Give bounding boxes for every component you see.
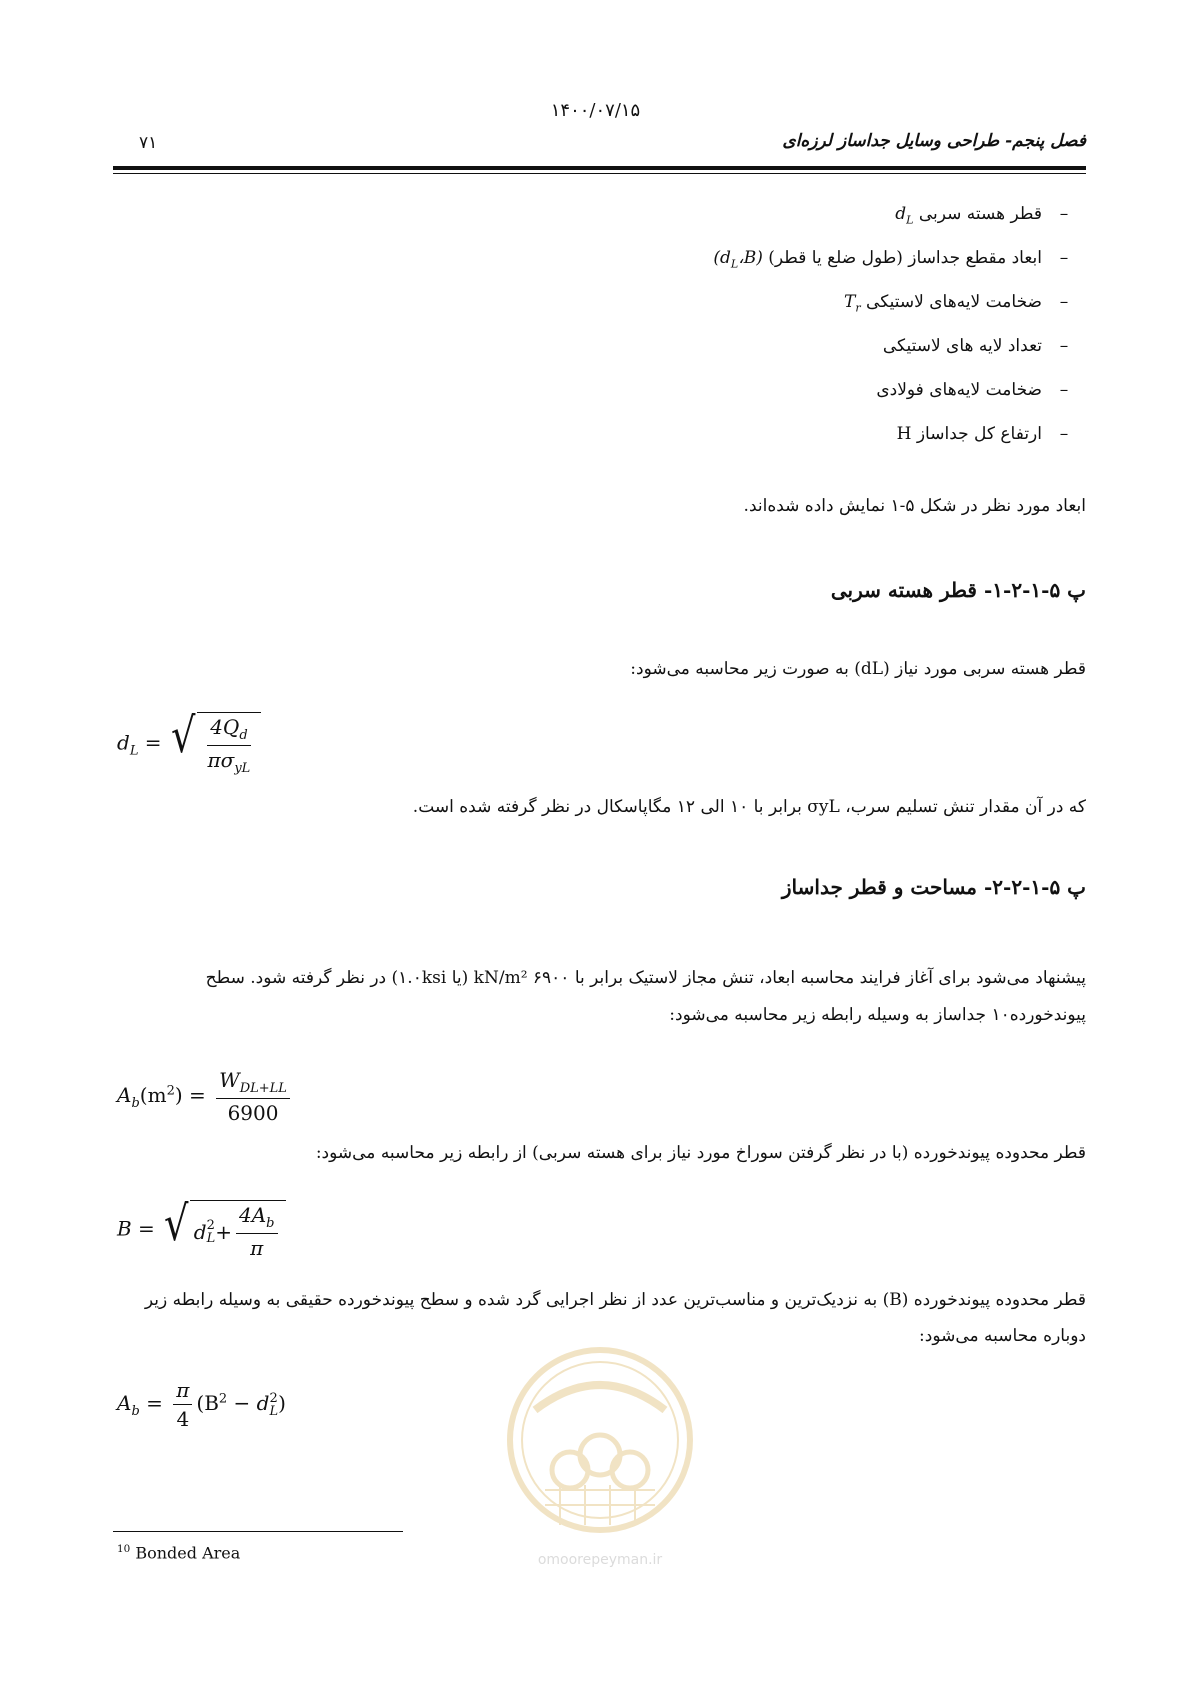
- fraction: [216, 1068, 290, 1125]
- eq-argument: (m: [139, 1083, 167, 1107]
- eq-symbol: d: [117, 730, 130, 755]
- eq-paren: ): [174, 1083, 183, 1107]
- bullet-text: ضخامت لایه‌های فولادی: [876, 380, 1042, 400]
- watermark-logo: [490, 1340, 710, 1580]
- section-heading: پ ۵-۱-۲-۲- مساحت و قطر جداساز: [781, 875, 1086, 899]
- equation-lead-core-diameter: [117, 708, 261, 776]
- bullet-text: ضخامت لایه‌های لاستیکی: [866, 292, 1042, 312]
- eq-numerator: π: [173, 1378, 192, 1405]
- footnote-number: 10: [117, 1543, 131, 1555]
- bullet-text: ابعاد مقطع جداساز (طول ضلع یا قطر): [768, 248, 1042, 268]
- radical-sign: √: [170, 708, 196, 764]
- eq-equals: =: [131, 1216, 162, 1241]
- chapter-title: فصل پنجم- طراحی وسایل جداساز لرزه‌ای: [782, 131, 1086, 151]
- eq-denominator: 4: [176, 1407, 190, 1431]
- equation-actual-bonded-area: [117, 1378, 286, 1431]
- eq-equals: =: [138, 730, 168, 755]
- header-rule-thick: [113, 166, 1086, 170]
- paragraph-lead-core-intro: قطر هسته سربی مورد نیاز (dL) به صورت زیر محاسبه می‌شود:: [630, 659, 1086, 679]
- bullet-dash: –: [1059, 336, 1069, 356]
- bullet-symbol: $T_r$: [844, 292, 861, 315]
- sqrt: [161, 1196, 285, 1260]
- fraction: [236, 1203, 278, 1260]
- bullet-dash: –: [1059, 292, 1069, 312]
- eq-subscript: b: [131, 1404, 140, 1419]
- eq-numerator: W: [219, 1068, 240, 1092]
- eq-subscript: L: [129, 743, 139, 759]
- fraction: [205, 715, 254, 776]
- eq-subscript: b: [266, 1216, 275, 1231]
- footnote-text: Bonded Area: [135, 1543, 241, 1563]
- bullet-item: [386, 204, 1086, 226]
- eq-superscript: 2: [206, 1217, 215, 1233]
- eq-minus-term: − d: [227, 1391, 270, 1415]
- eq-subscript: DL+LL: [239, 1081, 287, 1096]
- paragraph-rounding-line1: قطر محدوده پیوندخورده (B) به نزدیک‌ترین و مناسب‌ترین عدد از نظر اجرایی گرد شده و سطح پیوندخورده حقیقی به وسیله رابطه زیر: [144, 1290, 1086, 1310]
- eq-numerator: 4Q: [210, 715, 240, 739]
- bullet-item: [386, 248, 1086, 270]
- bullet-dash: –: [1059, 248, 1069, 268]
- paragraph-yield-stress: که در آن مقدار تنش تسلیم سرب، σyL برابر با ۱۰ الی ۱۲ مگاپاسکال در نظر گرفته شده است.: [412, 797, 1086, 817]
- eq-numerator: 4A: [239, 1203, 267, 1227]
- paragraph-rubber-stress-line1: پیشنهاد می‌شود برای آغاز فرایند محاسبه ابعاد، تنش مجاز لاستیک برابر با kN/m² ۶۹۰۰ (یا ۱.۰ksi) در نظر گرفته شود. سطح: [205, 968, 1086, 988]
- equation-bonded-area: [117, 1068, 294, 1125]
- paragraph-bonded-diameter: قطر محدوده پیوندخورده (با در نظر گرفتن سوراخ مورد نیاز برای هسته سربی) از رابطه زیر محاسبه می‌شود:: [315, 1143, 1086, 1163]
- fraction: [173, 1378, 192, 1431]
- header-rule-thin: [113, 173, 1086, 174]
- eq-term: d: [193, 1219, 207, 1244]
- bullet-dash: –: [1059, 204, 1069, 224]
- watermark-emblem-icon: [490, 1340, 710, 1540]
- paragraph-rubber-stress-line2: پیوندخورده۱۰ جداساز به وسیله رابطه زیر محاسبه می‌شود:: [669, 1005, 1086, 1025]
- bullet-text: ارتفاع کل جداساز: [916, 424, 1042, 444]
- eq-term: (B: [196, 1391, 219, 1415]
- eq-superscript: 2: [218, 1391, 228, 1407]
- bullet-item: [386, 336, 1086, 356]
- bullet-item: [386, 292, 1086, 314]
- section-heading: پ ۵-۱-۲-۱- قطر هسته سربی: [830, 578, 1086, 602]
- sqrt: [168, 708, 261, 776]
- eq-subscript: b: [131, 1096, 140, 1111]
- eq-equals: =: [182, 1083, 213, 1107]
- page-number: ۷۱: [139, 133, 158, 153]
- footnote: [117, 1543, 240, 1562]
- bullet-symbol: $(d_L،B)$: [713, 248, 763, 271]
- eq-equals: =: [139, 1391, 170, 1415]
- eq-superscript: 2: [269, 1390, 278, 1406]
- eq-subscript: yL: [234, 761, 251, 776]
- eq-denominator: πσ: [207, 748, 235, 772]
- eq-symbol: B: [117, 1216, 132, 1241]
- radical-sign: √: [164, 1196, 189, 1252]
- footnote-rule: [113, 1531, 403, 1532]
- eq-denominator: π: [250, 1236, 264, 1260]
- bullet-dash: –: [1059, 424, 1069, 444]
- bullet-symbol: $d_L$: [895, 204, 914, 227]
- eq-symbol: A: [117, 1083, 132, 1107]
- paragraph-dimensions: ابعاد مورد نظر در شکل ۵-۱ نمایش داده شده‌اند.: [743, 496, 1086, 516]
- eq-subscript: L: [206, 1230, 216, 1246]
- bullet-item: [386, 424, 1086, 444]
- bullet-dash: –: [1059, 380, 1069, 400]
- eq-paren: ): [278, 1391, 286, 1415]
- paragraph-rounding-line2: دوباره محاسبه می‌شود:: [919, 1326, 1086, 1346]
- bullet-text: قطر هسته سربی: [918, 204, 1042, 224]
- bullet-symbol: H: [896, 424, 912, 444]
- bullet-item: [386, 380, 1086, 400]
- eq-superscript: 2: [166, 1083, 175, 1099]
- eq-symbol: A: [117, 1391, 132, 1415]
- header-date: ۱۴۰۰/۰۷/۱۵: [550, 100, 641, 121]
- equation-bonded-diameter: [117, 1196, 286, 1260]
- eq-denominator: 6900: [227, 1101, 279, 1125]
- watermark-url: omoorepeyman.ir: [537, 1552, 663, 1568]
- bullet-text: تعداد لایه های لاستیکی: [882, 336, 1042, 356]
- eq-plus: +: [215, 1219, 232, 1244]
- eq-subscript: d: [239, 728, 248, 743]
- eq-subscript: L: [269, 1403, 279, 1419]
